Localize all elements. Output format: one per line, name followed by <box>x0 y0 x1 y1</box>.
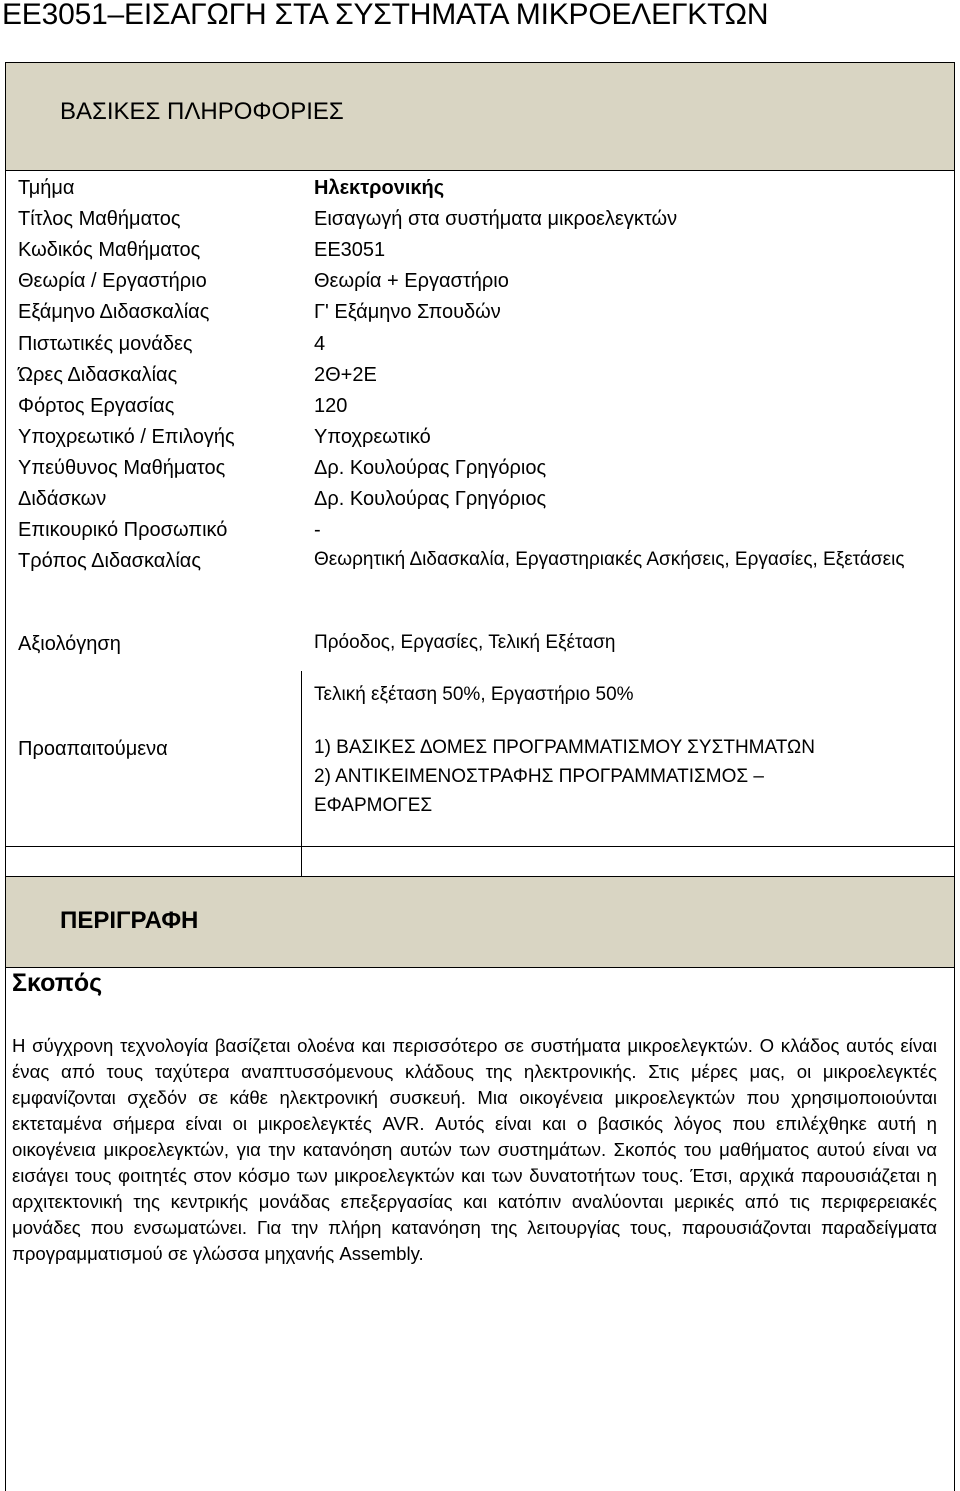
row-divider <box>6 846 301 847</box>
value-prerequisite-1: 1) ΒΑΣΙΚΕΣ ΔΟΜΕΣ ΠΡΟΓΡΑΜΜΑΤΙΣΜΟΥ ΣΥΣΤΗΜΑΤΩΝ <box>314 737 815 758</box>
label-teaching-hours: Ώρες Διδασκαλίας <box>18 364 178 386</box>
value-department: Ηλεκτρονικής <box>314 177 445 199</box>
label-course-title: Τίτλος Μαθήματος <box>18 208 181 230</box>
value-prerequisite-2-cont: ΕΦΑΡΜΟΓΕΣ <box>314 795 433 816</box>
row-divider <box>301 846 954 847</box>
label-teaching-method: Τρόπος Διδασκαλίας <box>18 550 201 572</box>
label-mandatory-elective: Υποχρεωτικό / Επιλογής <box>18 426 235 448</box>
label-assistant-staff: Επικουρικό Προσωπικό <box>18 519 228 541</box>
aim-heading: Σκοπός <box>12 969 103 997</box>
document-title: ΕΕ3051–ΕΙΣΑΓΩΓΗ ΣΤΑ ΣΥΣΤΗΜΑΤΑ ΜΙΚΡΟΕΛΕΓΚΤΩΝ <box>2 0 769 31</box>
value-teaching-method: Θεωρητική Διδασκαλία, Εργαστηριακές Ασκήσεις, Εργασίες, Εξετάσεις <box>314 549 905 570</box>
value-assistant-staff: - <box>314 519 321 541</box>
value-credits: 4 <box>314 333 326 355</box>
label-workload: Φόρτος Εργασίας <box>18 395 175 417</box>
label-instructor: Διδάσκων <box>18 488 107 510</box>
value-course-code: ΕΕ3051 <box>314 239 386 261</box>
basic-info-heading: ΒΑΣΙΚΕΣ ΠΛΗΡΟΦΟΡΙΕΣ <box>60 98 344 125</box>
basic-info-header <box>6 63 954 171</box>
label-department: Τμήμα <box>18 177 75 199</box>
value-course-lead: Δρ. Κουλούρας Γρηγόριος <box>314 457 547 479</box>
label-credits: Πιστωτικές μονάδες <box>18 333 193 355</box>
label-course-code: Κωδικός Μαθήματος <box>18 239 201 261</box>
value-assessment-weights: Τελική εξέταση 50%, Εργαστήριο 50% <box>314 684 634 705</box>
value-workload: 120 <box>314 395 348 417</box>
course-table <box>5 62 955 1491</box>
label-theory-lab: Θεωρία / Εργαστήριο <box>18 270 207 292</box>
value-prerequisite-2: 2) ΑΝΤΙΚΕΙΜΕΝΟΣΤΡΑΦΗΣ ΠΡΟΓΡΑΜΜΑΤΙΣΜΟΣ – <box>314 766 764 787</box>
value-mandatory-elective: Υποχρεωτικό <box>314 426 431 448</box>
value-theory-lab: Θεωρία + Εργαστήριο <box>314 270 509 292</box>
value-assessment: Πρόοδος, Εργασίες, Τελική Εξέταση <box>314 632 616 653</box>
value-teaching-hours: 2Θ+2Ε <box>314 364 377 386</box>
label-semester: Εξάμηνο Διδασκαλίας <box>18 301 210 323</box>
value-instructor: Δρ. Κουλούρας Γρηγόριος <box>314 488 547 510</box>
label-prerequisites: Προαπαιτούμενα <box>18 738 168 760</box>
description-heading: ΠΕΡΙΓΡΑΦΗ <box>60 907 199 934</box>
label-course-lead: Υπεύθυνος Μαθήματος <box>18 457 226 479</box>
aim-paragraph: Η σύγχρονη τεχνολογία βασίζεται ολοένα και περισσότερο σε συστήματα μικροελεγκτών. Ο κλάδος αυτός είναι ένας από τους ταχύτερα αναπτυσσόμενους κλάδους της ηλεκτρονικής. Στις μέρες μας, οι μικροελεγκτές εμφανίζονται σχεδόν σε κάθε ηλεκτρονική συσκευή. Μια οικογένεια μικροελεγκτών που χρησιμοποιούνται εκτεταμένα σήμερα είναι οι μικροελεγκτές AVR. Αυτός είναι και ο βασικός λόγος που επιλέχθηκε αυτή η οικογένεια μικροελεγκτών, για την κατανόηση αυτών των συστημάτων. Σκοπός του μαθήματος αυτού είναι να εισάγει τους φοιτητές στον κόσμο των μικροελεγκτών και των δυνατοτήτων τους. Έτσι, αρχικά παρουσιάζεται η αρχιτεκτονική της κεντρικής μονάδας επεξεργασίας και κατόπιν αναλύονται μερικές από τις περιφερειακές μονάδες που ενσωματώνει. Για την πλήρη κατανόηση της λειτουργίας τους, παρουσιάζονται παραδείγματα προγραμματισμού σε γλώσσα μηχανής Assembly. <box>12 1035 937 1264</box>
value-course-title: Εισαγωγή στα συστήματα μικροελεγκτών <box>314 208 678 230</box>
basic-info-body <box>6 171 954 876</box>
description-header <box>6 876 954 968</box>
value-semester: Γ' Εξάμηνο Σπουδών <box>314 301 501 323</box>
label-assessment: Αξιολόγηση <box>18 633 121 655</box>
